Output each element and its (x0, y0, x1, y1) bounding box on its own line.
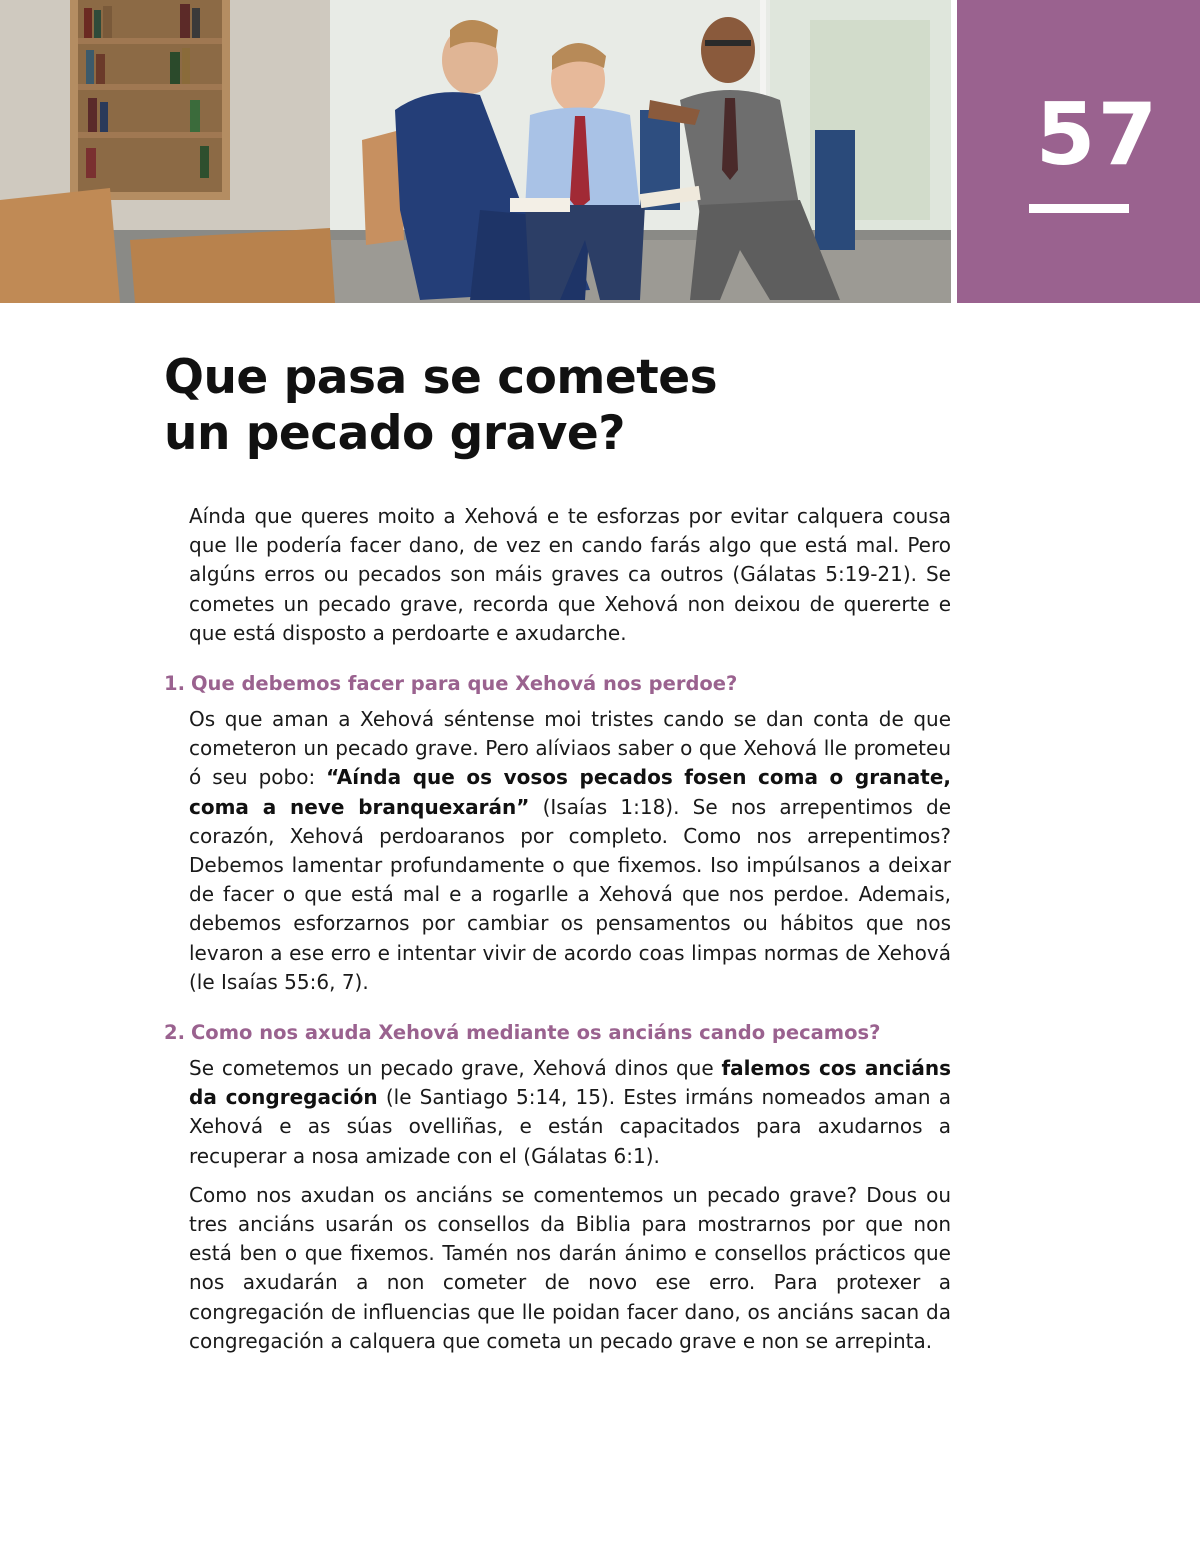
section-1-text-b: (Isaías 1:18). Se nos arrepentimos de corazón, Xehová perdoaranos por completo. Como nos arrepentimos? Debemos lamentar profundamente o que fixemos. Iso impúlsanos a deixar de facer o que está mal e a rogarlle a Xehová que nos perdoe. Ademais, debemos esforzarnos por cambiar os pensamentos ou hábitos que nos levaron a ese erro e intentar vivir de acordo coas limpas normas de Xehová (le Isaías 55:6, 7). (189, 794, 951, 994)
section-2-paragraph-1 (189, 1054, 951, 1171)
lesson-number-tab (957, 0, 1200, 303)
lesson-content (164, 502, 951, 1366)
section-1-paragraph (189, 705, 951, 997)
section-2-question-text: Como nos axuda Xehová mediante os anciáns cando pecamos? (190, 1021, 881, 1045)
page-title (164, 350, 717, 462)
hero-illustration (0, 0, 951, 303)
lesson-number: 57 (1035, 85, 1160, 185)
section-2-question (164, 1019, 951, 1046)
lesson-number-underline (1029, 204, 1129, 213)
section-2-bold-phrase: falemos cos anciáns da congregación (189, 1056, 951, 1110)
section-1-number: 1. (164, 672, 185, 696)
section-2-paragraph-2: Como nos axudan os anciáns se comentemos un pecado grave? Dous ou tres anciáns usarán os consellos da Biblia para mostrarnos por que non está ben o que fixemos. Tamén nos darán ánimo e consellos prácticos que nos axudarán a non cometer de novo ese erro. Para protexer a congregación de influencias que lle poidan facer dano, os anciáns sacan da congregación a calquera que cometa un pecado grave e non se arrepinta. (189, 1182, 951, 1353)
section-2-number: 2. (164, 1021, 185, 1045)
section-1-scripture-quote: “Aínda que os vosos pecados fosen coma o granate, coma a neve branquexarán” (189, 765, 952, 819)
title-line-1: Que pasa se cometes (164, 350, 718, 405)
intro-paragraph: Aínda que queres moito a Xehová e te esforzas por evitar calquera cousa que lle podería facer dano, de vez en cando farás algo que está mal. Pero algúns erros ou pecados son máis graves ca outros (Gálatas 5:19-21). Se cometes un pecado grave, recorda que Xehová non deixou de quererte e que está disposto a perdoarte e axudarche. (189, 504, 951, 645)
hero-photo (0, 0, 951, 303)
section-1-question-text: Que debemos facer para que Xehová nos perdoe? (190, 672, 738, 696)
section-1-question (164, 670, 951, 697)
section-2-text-b: (le Santiago 5:14, 15). Estes irmáns nomeados aman a Xehová e as súas ovelliñas, e están capacitados para axudarnos a recuperar a nosa amizade con el (Gálatas 6:1). (189, 1085, 952, 1168)
section-1-text-a: Os que aman a Xehová séntense moi tristes cando se dan conta de que cometeron un pecado grave. Pero alíviaos saber o que Xehová lle prometeu ó seu pobo: (189, 707, 951, 790)
title-line-2: un pecado grave? (164, 406, 625, 461)
section-2-text-a: Se cometemos un pecado grave, Xehová dinos que (189, 1056, 722, 1081)
